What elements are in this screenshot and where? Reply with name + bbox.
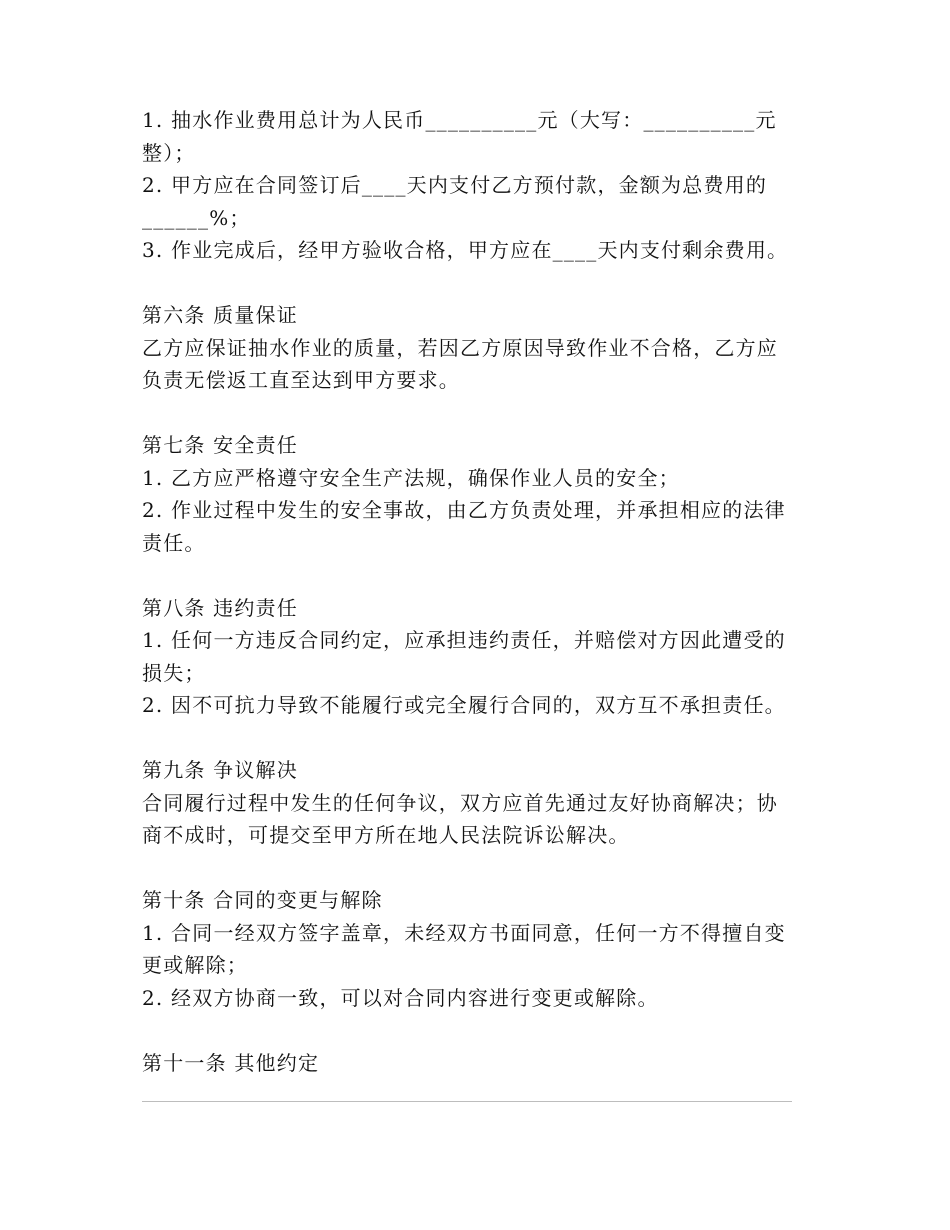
- text-line: 合同履行过程中发生的任何争议，双方应首先通过友好协商解决；协: [142, 790, 778, 815]
- text-line: 1. 抽水作业费用总计为人民币__________元（大写：__________元: [142, 108, 777, 132]
- text-line: 乙方应保证抽水作业的质量，若因乙方原因导致作业不合格，乙方应: [142, 335, 778, 360]
- text-line: 2. 作业过程中发生的安全事故，由乙方负责处理，并承担相应的法律: [142, 498, 786, 522]
- text-line: 整）；: [142, 140, 196, 165]
- blank-line: [142, 722, 810, 755]
- section-title: 第十条 合同的变更与解除: [142, 888, 383, 912]
- text-line: 更或解除；: [142, 953, 248, 977]
- blank-line: [142, 397, 810, 430]
- document-content: [142, 104, 810, 1079]
- text-line: 3. 作业完成后，经甲方验收合格，甲方应在____天内支付剩余费用。: [142, 238, 789, 262]
- section-title: 第十一条 其他约定: [142, 1050, 320, 1075]
- blank-line: [142, 1014, 810, 1047]
- text-line: 1. 任何一方违反合同约定，应承担违约责任，并赔偿对方因此遭受的: [142, 628, 786, 652]
- section-title: 第九条 争议解决: [142, 758, 298, 782]
- section-title: 第六条 质量保证: [142, 303, 298, 327]
- text-line: 1. 乙方应严格遵守安全生产法规，确保作业人员的安全；: [142, 465, 680, 490]
- text-line: 损失；: [142, 660, 206, 685]
- text-line: 1. 合同一经双方签字盖章，未经双方书面同意，任何一方不得擅自变: [142, 920, 786, 945]
- text-line: 责任。: [142, 530, 206, 555]
- section-title: 第八条 违约责任: [142, 595, 298, 620]
- text-line: 2. 因不可抗力导致不能履行或完全履行合同的，双方互不承担责任。: [142, 693, 786, 717]
- text-line: 2. 经双方协商一致，可以对合同内容进行变更或解除。: [142, 985, 659, 1010]
- blank-line: [142, 852, 810, 885]
- blank-line: [142, 559, 810, 592]
- text-line: ______%；: [142, 205, 251, 230]
- text-line: 商不成时，可提交至甲方所在地人民法院诉讼解决。: [142, 823, 630, 847]
- text-line: 负责无偿返工直至达到甲方要求。: [142, 368, 460, 392]
- bottom-divider: [142, 1101, 792, 1102]
- blank-line: [142, 267, 810, 300]
- text-line: 2. 甲方应在合同签订后____天内支付乙方预付款，金额为总费用的: [142, 173, 768, 197]
- section-title: 第七条 安全责任: [142, 433, 298, 457]
